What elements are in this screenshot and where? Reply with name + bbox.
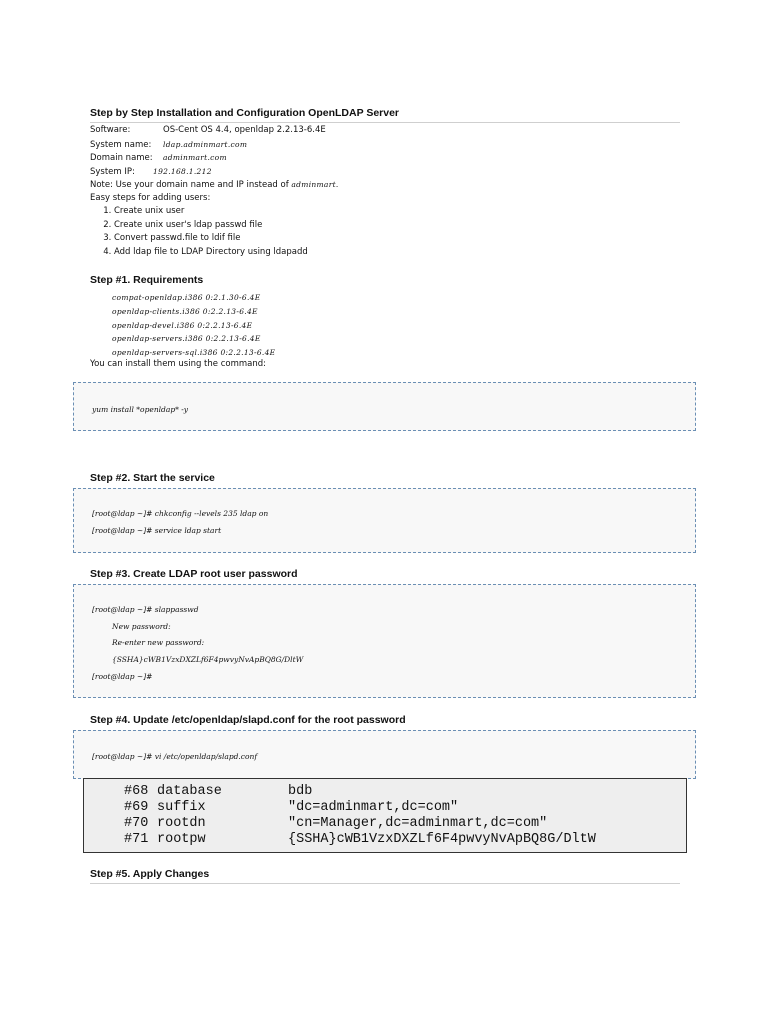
step4-heading: Step #4. Update /etc/openldap/slapd.conf for the root password	[90, 714, 406, 726]
config-row	[124, 832, 596, 848]
package-item: openldap-servers-sql.i386 0:2.2.13-6.4E	[112, 348, 276, 358]
page-title: Step by Step Installation and Configuration OpenLDAP Server	[90, 107, 680, 123]
config-value: bdb	[288, 784, 313, 799]
config-key: database	[157, 784, 222, 799]
config-line-number: #71	[124, 832, 149, 847]
hash-output: {SSHA}cWB1VzxDXZLf6F4pwvyNvApBQ8G/DltW	[112, 655, 304, 665]
list-item: 2. Create unix user's ldap passwd file	[114, 219, 339, 233]
package-item: openldap-devel.i386 0:2.2.13-6.4E	[112, 320, 253, 330]
slappasswd-session	[92, 602, 303, 686]
package-item: openldap-clients.i386 0:2.2.13-6.4E	[112, 306, 258, 316]
easy-steps-label: Easy steps for adding users:	[90, 192, 211, 203]
package-item: compat-openldap.i386 0:2.1.30-6.4E	[112, 293, 261, 302]
code-block-install	[73, 382, 696, 431]
note-domain: adminmart.	[291, 180, 339, 189]
install-command: yum install *openldap* -y	[92, 405, 189, 414]
software-line	[90, 124, 339, 138]
command-line: [root@ldap ~]# slappasswd	[92, 605, 199, 614]
note-text: Note: Use your domain name and IP instead of	[90, 180, 289, 190]
config-row	[124, 816, 547, 832]
code-block-slappasswd	[73, 584, 696, 698]
command-line: [root@ldap ~]# service ldap start	[92, 525, 222, 535]
install-note: You can install them using the command:	[90, 359, 267, 369]
prompt-line: Re-enter new password:	[112, 638, 205, 648]
system-info	[90, 124, 339, 259]
step1-heading: Step #1. Requirements	[90, 274, 204, 286]
system-name-value: ldap.adminmart.com	[163, 139, 248, 149]
list-item: 4. Add ldap file to LDAP Directory using ldapadd	[114, 246, 339, 260]
vi-command: [root@ldap ~]# vi /etc/openldap/slapd.conf	[92, 752, 258, 761]
config-row	[124, 784, 312, 800]
prompt-line: New password:	[112, 621, 171, 631]
system-name-label: System name:	[90, 139, 152, 150]
command-line: [root@ldap ~]# chkconfig --levels 235 ldap on	[92, 509, 269, 518]
service-commands	[92, 506, 268, 539]
steps-list	[90, 205, 339, 259]
step3-heading: Step #3. Create LDAP root user password	[90, 568, 298, 580]
domain-value: adminmart.com	[163, 153, 227, 162]
config-key: suffix	[157, 800, 206, 815]
config-key: rootpw	[157, 832, 206, 847]
code-block-service	[73, 488, 696, 553]
code-block-vi	[73, 730, 696, 779]
package-list	[112, 291, 275, 360]
ip-value: 192.168.1.212	[153, 166, 212, 176]
ip-label: System IP:	[90, 166, 135, 177]
step2-heading: Step #2. Start the service	[90, 472, 215, 484]
software-label: Software:	[90, 125, 131, 135]
system-name-line	[90, 138, 339, 152]
config-value: "cn=Manager,dc=adminmart,dc=com"	[288, 816, 548, 831]
config-value: {SSHA}cWB1VzxDXZLf6F4pwvyNvApBQ8G/DltW	[288, 832, 596, 847]
note-line	[90, 178, 339, 192]
config-line-number: #69	[124, 800, 149, 815]
ip-line	[90, 165, 339, 179]
domain-label: Domain name:	[90, 153, 153, 163]
list-item: 1. Create unix user	[114, 205, 339, 219]
command-line: [root@ldap ~]#	[92, 671, 153, 681]
software-value: OS-Cent OS 4.4, openldap 2.2.13-6.4E	[163, 125, 326, 135]
domain-line	[90, 151, 339, 165]
config-line-number: #68	[124, 784, 149, 799]
step5-heading: Step #5. Apply Changes	[90, 868, 680, 884]
package-item: openldap-servers.i386 0:2.2.13-6.4E	[112, 334, 261, 344]
list-item: 3. Convert passwd.file to ldif file	[114, 232, 339, 246]
config-line-number: #70	[124, 816, 149, 831]
config-value: "dc=adminmart,dc=com"	[288, 800, 459, 815]
config-key: rootdn	[157, 816, 206, 831]
slapd-config-snippet	[83, 778, 687, 853]
config-row	[124, 800, 458, 816]
